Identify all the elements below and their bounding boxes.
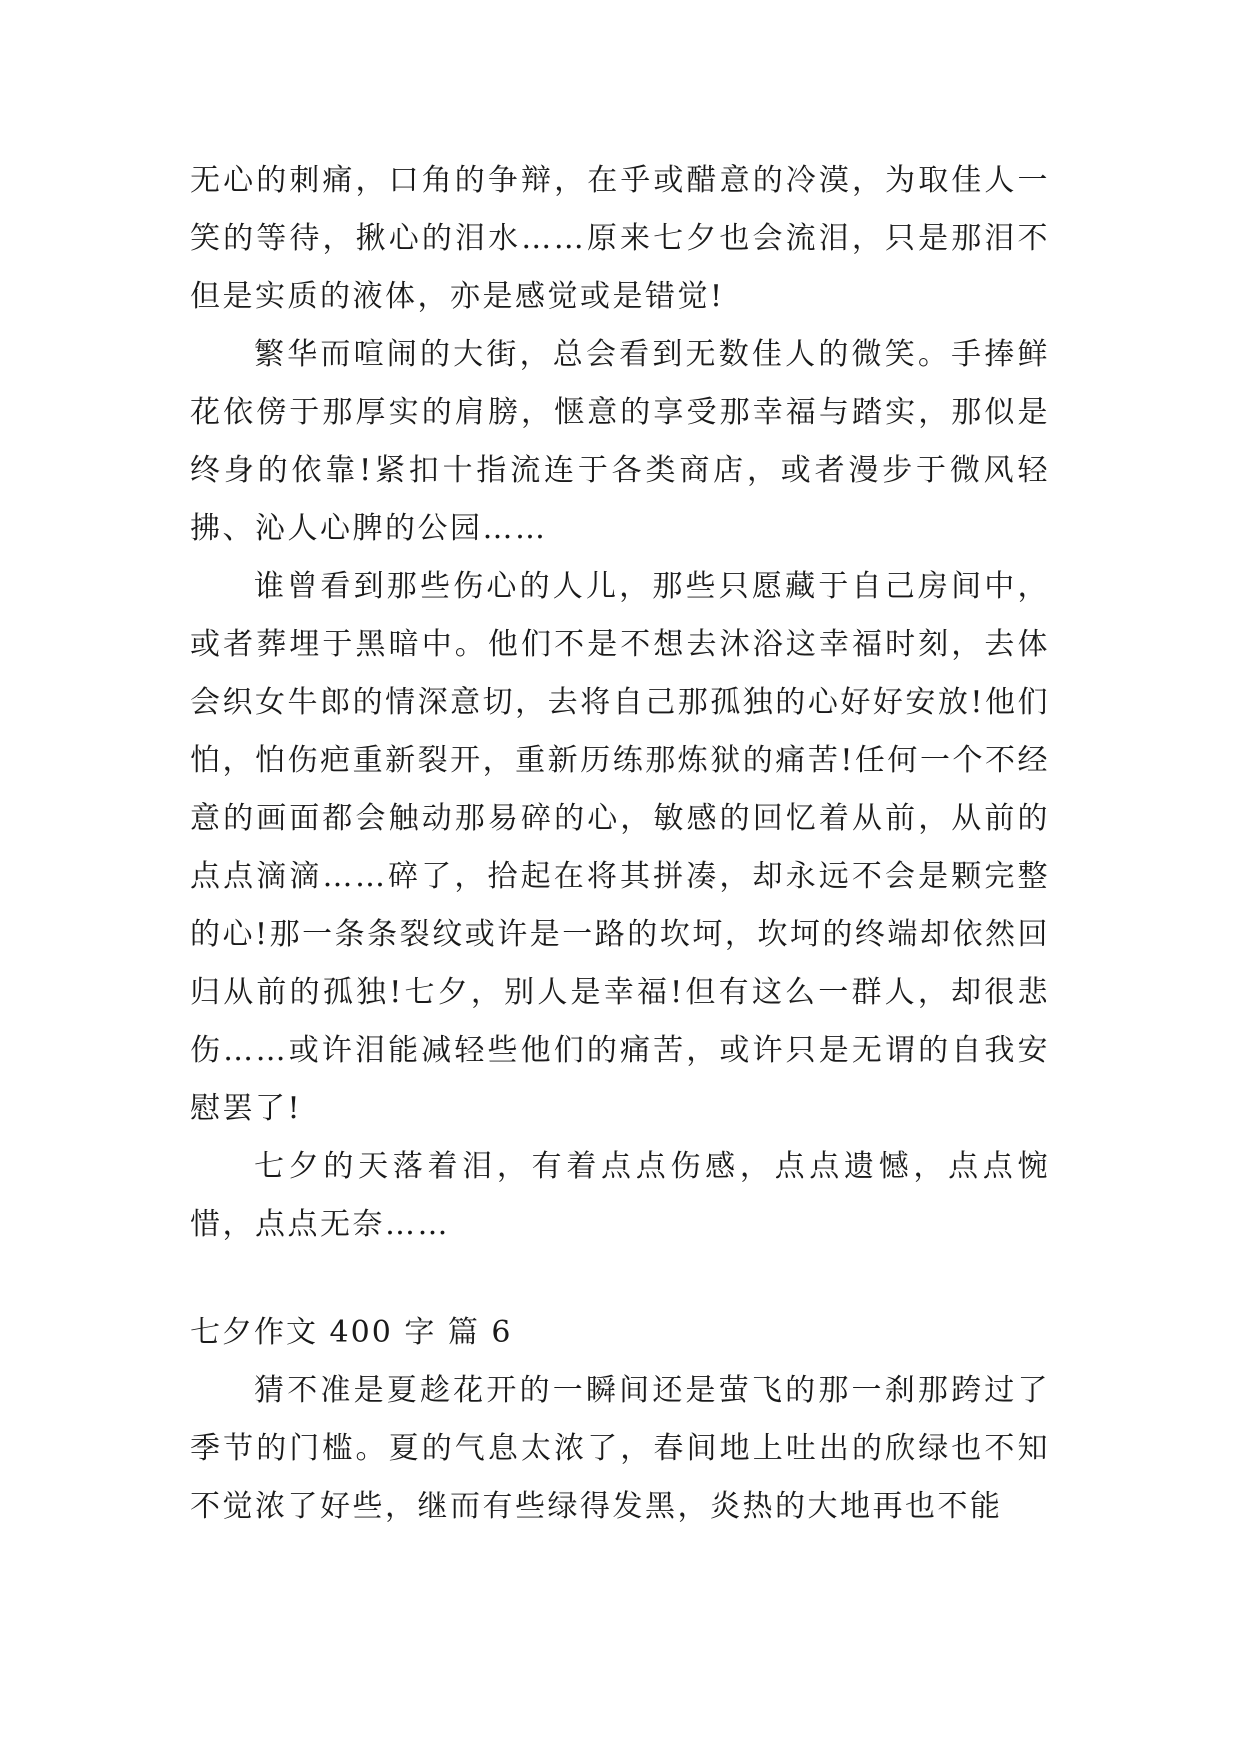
paragraph-3: 谁曾看到那些伤心的人儿，那些只愿藏于自己房间中，或者葬埋于黑暗中。他们不是不想去沐浴这幸福时刻，去体会织女牛郎的情深意切，去将自己那孤独的心好好安放!他们怕，怕伤疤重新裂开，重新历练那炼狱的痛苦!任何一个不经意的画面都会触动那易碎的心，敏感的回忆着从前，从前的点点滴滴……碎了，拾起在将其拼凑，却永远不会是颗完整的心!那一条条裂纹或许是一路的坎坷，坎坷的终端却依然回归从前的孤独!七夕，别人是幸福!但有这么一群人，却很悲伤……或许泪能减轻些他们的痛苦，或许只是无谓的自我安慰罢了! (190, 569, 1050, 1126)
paragraph-4: 七夕的天落着泪，有着点点伤感，点点遗憾，点点惋惜，点点无奈…… (190, 1149, 1050, 1242)
paragraph-1: 无心的刺痛，口角的争辩，在乎或醋意的冷漠，为取佳人一笑的等待，揪心的泪水……原来七夕也会流泪，只是那泪不但是实质的液体，亦是感觉或是错觉! (190, 163, 1050, 314)
document-page (190, 152, 1050, 1536)
paragraph-2: 繁华而喧闹的大街，总会看到无数佳人的微笑。手捧鲜花依傍于那厚实的肩膀，惬意的享受那幸福与踏实，那似是终身的依靠!紧扣十指流连于各类商店，或者漫步于微风轻拂、沁人心脾的公园…… (190, 337, 1050, 546)
section-heading: 七夕作文 400 字 篇 6 (190, 1315, 513, 1350)
paragraph-5: 猜不准是夏趁花开的一瞬间还是萤飞的那一刹那跨过了季节的门槛。夏的气息太浓了，春间地上吐出的欣绿也不知不觉浓了好些，继而有些绿得发黑，炎热的大地再也不能 (190, 1373, 1050, 1524)
